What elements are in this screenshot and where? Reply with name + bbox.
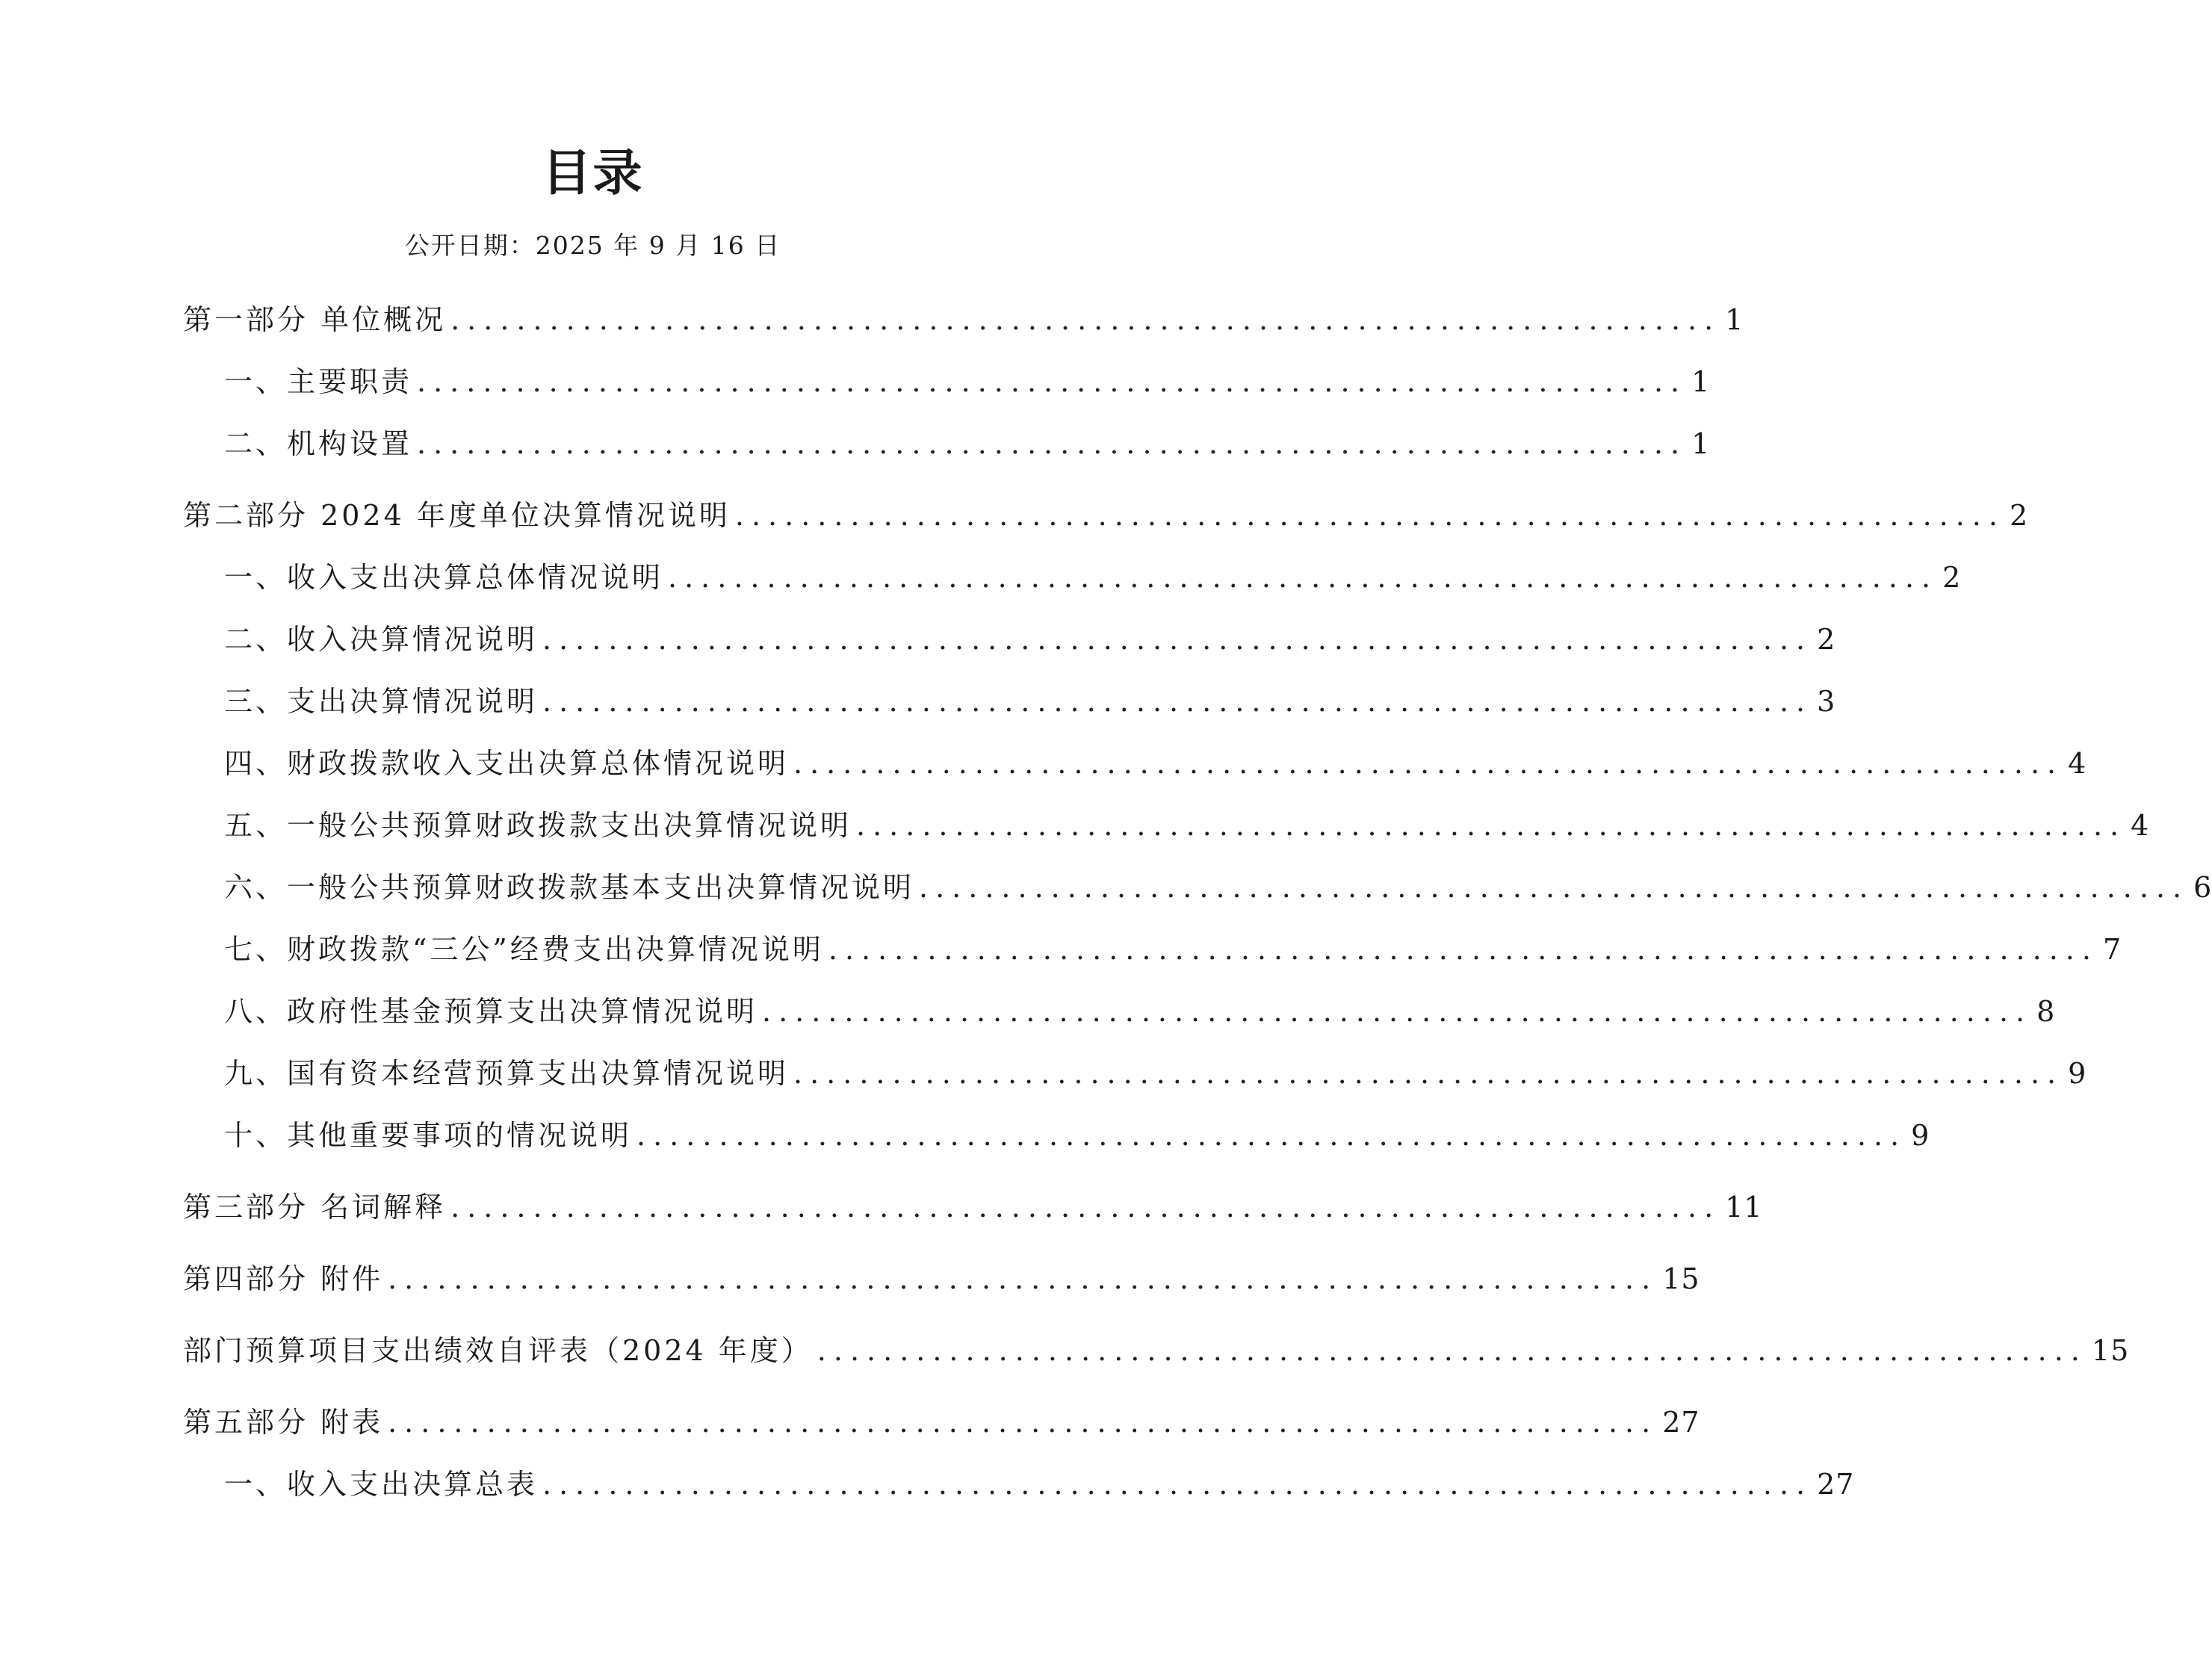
page-title: 目录 <box>542 144 644 202</box>
toc-page-number: 4 <box>2131 809 2150 842</box>
toc-leader-dots: ............................................................................. <box>856 809 2127 842</box>
toc-entry-general-budget-expenditure[interactable] <box>224 805 2150 846</box>
toc-page-number: 2 <box>2009 499 2029 532</box>
toc-leader-dots: ............................................................................. <box>762 995 2033 1028</box>
toc-entry-title: 十、其他重要事项的情况说明 <box>224 1119 633 1152</box>
toc-entry-part-4[interactable] <box>183 1258 1700 1300</box>
toc-page-number: 15 <box>1662 1262 1700 1295</box>
toc-page-number: 3 <box>1817 685 1836 718</box>
toc-page-number: 27 <box>1817 1468 1855 1501</box>
toc-entry-title: 第五部分 附表 <box>183 1406 384 1439</box>
toc-entry-expenditure[interactable] <box>224 681 1836 722</box>
toc-leader-dots: ............................................................................. <box>636 1119 1907 1152</box>
toc-page-number: 15 <box>2091 1334 2130 1367</box>
toc-entry-title: 三、支出决算情况说明 <box>224 685 539 718</box>
toc-entry-title: 二、收入决算情况说明 <box>224 623 539 656</box>
toc-entry-title: 第二部分 2024 年度单位决算情况说明 <box>183 499 731 532</box>
toc-entry-state-capital[interactable] <box>224 1053 2087 1094</box>
toc-page-number: 2 <box>1817 623 1836 656</box>
toc-entry-org-setup[interactable] <box>224 423 1711 465</box>
toc-page-number: 1 <box>1691 427 1711 460</box>
toc-page-number: 1 <box>1725 303 1744 336</box>
toc-entry-part-2[interactable] <box>183 495 2029 536</box>
toc-page-number: 1 <box>1691 365 1711 398</box>
toc-entry-title: 第三部分 名词解释 <box>183 1191 447 1224</box>
toc-entry-title: 一、收入支出决算总表 <box>224 1468 539 1501</box>
toc-page-number: 6 <box>2193 871 2212 904</box>
toc-entry-main-duties[interactable] <box>224 361 1711 403</box>
toc-entry-other-matters[interactable] <box>224 1115 1930 1156</box>
toc-entry-part-1[interactable] <box>183 299 1744 341</box>
toc-page-number: 27 <box>1662 1406 1700 1439</box>
toc-leader-dots: ............................................................................. <box>417 365 1688 398</box>
toc-page-number: 2 <box>1942 561 1962 594</box>
toc-leader-dots: ............................................................................. <box>793 747 2064 780</box>
toc-entry-title: 七、财政拨款“三公”经费支出决算情况说明 <box>224 933 824 966</box>
toc-leader-dots: ............................................................................. <box>450 1191 1721 1224</box>
toc-page-number: 9 <box>2068 1057 2087 1090</box>
toc-entry-title: 第一部分 单位概况 <box>183 303 447 336</box>
toc-page-number: 9 <box>1911 1119 1930 1152</box>
toc-leader-dots: ............................................................................. <box>668 561 1939 594</box>
toc-entry-income-expenditure-overall[interactable] <box>224 557 1962 598</box>
toc-leader-dots: ............................................................................. <box>919 871 2190 904</box>
toc-entry-title: 一、收入支出决算总体情况说明 <box>224 561 664 594</box>
toc-leader-dots: ............................................................................. <box>388 1262 1658 1295</box>
toc-page-number: 11 <box>1725 1191 1763 1224</box>
toc-page-number: 4 <box>2068 747 2087 780</box>
toc-entry-part-5[interactable] <box>183 1401 1700 1443</box>
toc-entry-title: 五、一般公共预算财政拨款支出决算情况说明 <box>224 809 852 842</box>
toc-leader-dots: ............................................................................. <box>388 1406 1658 1439</box>
toc-entry-title: 一、主要职责 <box>224 365 413 398</box>
toc-entry-performance-self-evaluation[interactable] <box>183 1330 2130 1371</box>
toc-entry-part-3[interactable] <box>183 1186 1763 1228</box>
toc-entry-title: 六、一般公共预算财政拨款基本支出决算情况说明 <box>224 871 915 904</box>
toc-leader-dots: ............................................................................. <box>542 623 1813 656</box>
toc-entry-title: 九、国有资本经营预算支出决算情况说明 <box>224 1057 790 1090</box>
toc-entry-three-public-expenses[interactable] <box>224 929 2122 970</box>
toc-page-number: 7 <box>2102 933 2122 966</box>
toc-leader-dots: ............................................................................. <box>542 685 1813 718</box>
toc-entry-title: 二、机构设置 <box>224 427 413 460</box>
toc-leader-dots: ............................................................................. <box>828 933 2098 966</box>
toc-entry-income[interactable] <box>224 619 1836 660</box>
toc-entry-fiscal-allocation-overall[interactable] <box>224 743 2087 784</box>
toc-leader-dots: ............................................................................. <box>817 1334 2087 1367</box>
toc-leader-dots: ............................................................................. <box>734 499 2005 532</box>
toc-entry-title: 部门预算项目支出绩效自评表（2024 年度） <box>183 1334 813 1367</box>
toc-entry-title: 八、政府性基金预算支出决算情况说明 <box>224 995 758 1028</box>
toc-entry-title: 四、财政拨款收入支出决算总体情况说明 <box>224 747 790 780</box>
toc-entry-general-budget-basic-expenditure[interactable] <box>224 867 2212 908</box>
toc-entry-government-fund[interactable] <box>224 991 2056 1032</box>
toc-entry-income-expenditure-table[interactable] <box>224 1463 1855 1505</box>
publish-date: 公开日期：2025 年 9 月 16 日 <box>404 231 781 260</box>
toc-leader-dots: ............................................................................. <box>417 427 1688 460</box>
toc-entry-title: 第四部分 附件 <box>183 1262 384 1295</box>
toc-leader-dots: ............................................................................. <box>450 303 1721 336</box>
toc-page-number: 8 <box>2036 995 2056 1028</box>
toc-leader-dots: ............................................................................. <box>793 1057 2064 1090</box>
toc-leader-dots: ............................................................................. <box>542 1468 1813 1501</box>
